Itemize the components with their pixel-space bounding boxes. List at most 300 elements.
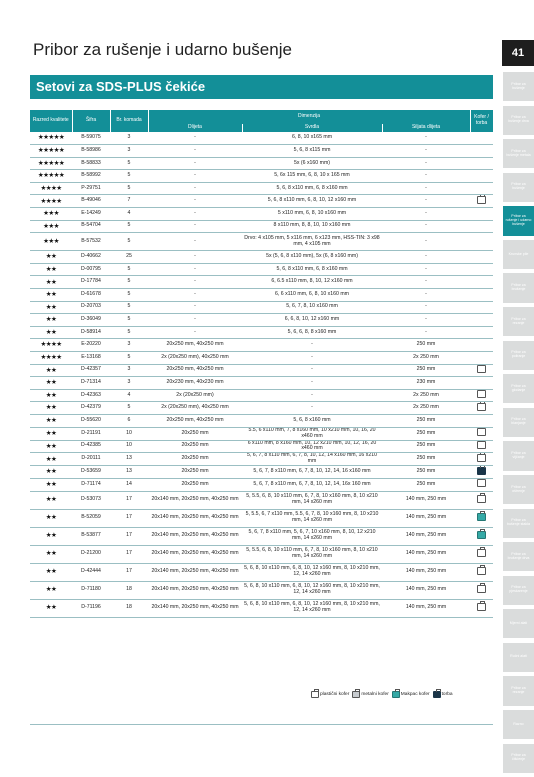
cell-case <box>470 377 493 390</box>
table-row <box>30 427 493 440</box>
legend-item <box>352 691 388 698</box>
plastic-case-icon <box>477 567 486 575</box>
plastic-case-icon <box>477 428 486 436</box>
cell-code: B-54704 <box>81 222 101 229</box>
cell-code: B-52059 <box>81 514 101 521</box>
cell-count: 17 <box>126 514 132 521</box>
cell-drills: 6, 6 x110 mm, 6, 8, 10 x160 mm <box>274 290 349 297</box>
cell-drills: 5, 5.5, 6, 8, 10 x110 mm, 6, 7, 8, 10 x160 mm, 8, 10 x210 mm, 14 x260 mm <box>246 547 378 560</box>
cell-count: 5 <box>127 404 131 411</box>
header-drills: Svrdla <box>242 124 382 132</box>
cell-pointed: 140 mm, 250 mm <box>405 550 447 557</box>
sidebar-tab[interactable]: Pribor za bušenje metala <box>503 139 534 168</box>
cell-count: 4 <box>127 391 131 398</box>
cell-code: D-61678 <box>81 290 101 297</box>
cell-case <box>470 314 493 327</box>
cell-pointed: 250 mm <box>416 416 436 423</box>
sidebar-tab[interactable]: Pribor za pjeskarenje <box>503 576 534 605</box>
cell-count: 14 <box>126 480 132 487</box>
table-row <box>30 527 493 545</box>
cell-chisels: - <box>194 303 196 310</box>
bottom-divider <box>30 724 493 725</box>
cell-drills: 6, 8, 10 x165 mm <box>291 134 333 141</box>
cell-pointed: - <box>425 134 427 141</box>
cell-chisels: 20x230 mm, 40x230 mm <box>166 379 224 385</box>
plastic-case-icon <box>311 691 319 698</box>
cell-code: B-57532 <box>81 237 101 244</box>
cell-chisels: - <box>194 134 196 141</box>
cell-drills: 6 x110 mm, 8 x160 mm, 10, 12 x210 mm, 10, 12, 16, 20 x460 mm <box>247 440 377 452</box>
cell-pointed: 140 mm, 250 mm <box>405 586 447 593</box>
cell-count: 5 <box>127 159 131 166</box>
cell-pointed: 250 mm <box>416 429 436 436</box>
cell-case <box>470 182 493 195</box>
sidebar-tab[interactable]: Pribor za čišćenje <box>503 744 534 773</box>
cell-stars: ★★★★ <box>40 341 62 349</box>
cell-count: 5 <box>127 328 131 335</box>
cell-code: D-71314 <box>81 379 101 385</box>
cell-chisels: 2x (20x250 mm), 40x250 mm <box>161 404 229 411</box>
cell-stars: ★★ <box>45 550 57 558</box>
cell-count: 17 <box>126 496 132 503</box>
cell-pointed: 140 mm, 250 mm <box>405 532 447 539</box>
table-row <box>30 491 493 509</box>
makpac-case-icon <box>477 531 486 539</box>
cell-code: D-20703 <box>81 303 101 310</box>
cell-drills: Drvo: 4 x105 mm, 5 x116 mm, 6 x123 mm, HSS-TIN: 3 x98 mm, 4 x105 mm <box>244 234 380 247</box>
cell-case <box>470 233 493 251</box>
cell-stars: ★★★★★ <box>37 147 65 155</box>
legend-label: metalni kofer <box>361 692 389 697</box>
plastic-case-icon <box>477 196 486 204</box>
table-row <box>30 326 493 339</box>
cell-code: D-71196 <box>81 604 101 611</box>
cell-chisels: 20x250 mm, 40x250 mm <box>166 341 224 348</box>
cell-drills: 5, 6, 7, 8, 10 x160 mm <box>286 303 338 310</box>
cell-code: B-53877 <box>81 532 101 539</box>
cell-count: 3 <box>127 134 131 141</box>
table-row <box>30 233 493 251</box>
cell-chisels: 20x250 mm <box>181 429 209 436</box>
cell-case <box>470 466 493 479</box>
section-banner: Setovi za SDS-PLUS čekiće <box>30 75 493 97</box>
cell-stars: ★★ <box>45 514 57 522</box>
cell-case <box>470 453 493 466</box>
cell-code: E-20220 <box>81 341 101 348</box>
cell-code: B-58992 <box>81 172 101 179</box>
cell-drills: 5, 6, 8 x160 mm <box>293 416 331 423</box>
cell-drills: - <box>311 404 313 411</box>
cell-code: P-29751 <box>81 184 101 191</box>
cell-case <box>470 263 493 276</box>
cell-stars: ★★★★★ <box>37 134 65 142</box>
table-row <box>30 509 493 527</box>
cell-chisels: - <box>194 172 196 179</box>
cell-count: 13 <box>126 468 132 475</box>
cell-stars: ★★★★★ <box>37 159 65 167</box>
cell-stars: ★★★ <box>43 222 59 230</box>
cell-drills: 5 x110 mm, 6, 8, 10 x160 mm <box>277 209 347 216</box>
cell-code: B-58986 <box>81 146 101 153</box>
cell-stars: ★★ <box>45 468 57 476</box>
cell-count: 5 <box>127 316 131 323</box>
cell-drills: 5, 5.5, 6, 8, 10 x110 mm, 6, 7, 8, 10 x160 mm, 8, 10 x210 mm, 14 x260 mm <box>246 493 378 506</box>
sidebar-tab[interactable]: Ručni alati <box>503 643 534 672</box>
cell-pointed: 250 mm <box>416 366 436 373</box>
table-row <box>30 339 493 352</box>
cell-stars: ★★★★ <box>40 184 62 192</box>
sidebar-tab[interactable]: Pribor za poliranje <box>503 341 534 370</box>
plastic-case-icon <box>477 479 486 487</box>
cell-chisels: 20x250 mm <box>181 468 209 475</box>
cell-pointed: - <box>425 197 427 204</box>
cell-chisels: 20x140 mm, 20x250 mm, 40x250 mm <box>151 496 239 503</box>
table-row <box>30 208 493 221</box>
cell-chisels: - <box>194 197 196 204</box>
cell-stars: ★★ <box>45 455 57 463</box>
cell-pointed: 140 mm, 250 mm <box>405 514 447 521</box>
cell-code: D-42444 <box>81 568 101 575</box>
cell-drills: 5, 5.5, 6, 7 x110 mm, 5.5, 6, 7, 8, 10 x160 mm, 8, 10 x210 mm, 14 x260 mm <box>245 511 379 524</box>
header-chisels: Dlijeta <box>148 124 242 132</box>
cell-pointed: - <box>425 278 427 285</box>
cell-case <box>470 491 493 509</box>
cell-chisels: 20x250 mm <box>181 442 209 449</box>
sidebar-tab[interactable]: Pribor za bušenje <box>503 173 534 202</box>
cell-stars: ★★ <box>45 328 57 336</box>
sidebar-tab[interactable]: Pribor za rušenje i udarno bušenje <box>503 206 534 235</box>
cell-count: 4 <box>127 209 131 216</box>
cell-drills: - <box>311 379 313 385</box>
table-row <box>30 466 493 479</box>
plastic-case-icon <box>477 441 486 449</box>
sidebar-tab[interactable]: Pribor za rezanje <box>503 307 534 336</box>
cell-case <box>470 157 493 170</box>
cell-stars: ★★★ <box>43 238 59 246</box>
banner-underline <box>30 97 493 99</box>
legend-label: Makpac kofer <box>400 692 430 697</box>
plastic-case-icon <box>477 403 486 411</box>
cell-case <box>470 220 493 233</box>
chapter-sidebar <box>503 72 534 777</box>
cell-stars: ★★★ <box>43 210 59 218</box>
cell-count: 3 <box>127 379 131 385</box>
cell-pointed: - <box>425 328 427 335</box>
cell-chisels: 2x (20x250 mm), 40x250 mm <box>161 353 229 360</box>
cell-count: 17 <box>126 568 132 575</box>
cell-case <box>470 389 493 402</box>
cell-stars: ★★ <box>45 291 57 299</box>
cell-stars: ★★ <box>45 253 57 261</box>
cell-pointed: 230 mm <box>416 379 436 385</box>
cell-count: 3 <box>127 146 131 153</box>
table-row <box>30 263 493 276</box>
cell-stars: ★★ <box>45 303 57 311</box>
cell-chisels: 20x140 mm, 20x250 mm, 40x250 mm <box>151 568 239 575</box>
cell-code: D-53659 <box>81 468 101 475</box>
cell-case <box>470 276 493 289</box>
cell-case <box>470 545 493 563</box>
bag-case-icon <box>477 467 486 475</box>
cell-drills: 5.5, 6 x110 mm, 7, 8 x160 mm, 10 x210 mm, 10, 16, 20 x460 mm <box>248 427 376 439</box>
table-row <box>30 545 493 563</box>
sidebar-tab[interactable]: Pribor za bušenje drva <box>503 106 534 135</box>
cell-case <box>470 563 493 581</box>
cell-chisels: 20x250 mm, 40x250 mm <box>166 366 224 373</box>
cell-stars: ★★ <box>45 586 57 594</box>
cell-code: D-58914 <box>81 328 101 335</box>
cell-case <box>470 414 493 427</box>
sidebar-tab[interactable]: Pribor za bušenje stakla <box>503 509 534 538</box>
page-title: Pribor za rušenje i udarno bušenje <box>33 40 292 59</box>
makpac-case-icon <box>392 691 400 698</box>
cell-stars: ★★ <box>45 265 57 273</box>
table-row <box>30 251 493 264</box>
cell-code: D-42357 <box>81 366 101 373</box>
cell-code: B-49046 <box>81 197 101 204</box>
sidebar-tab[interactable]: Mjerni alati <box>503 609 534 638</box>
table-row <box>30 301 493 314</box>
cell-pointed: - <box>425 316 427 323</box>
cell-case <box>470 402 493 415</box>
plastic-case-icon <box>477 390 486 398</box>
cell-case <box>470 478 493 491</box>
cell-case <box>470 364 493 377</box>
cell-case <box>470 509 493 527</box>
cell-count: 5 <box>127 290 131 297</box>
legend-label: plastični kofer <box>320 692 350 697</box>
cell-code: D-00795 <box>81 265 101 272</box>
table-row <box>30 170 493 183</box>
cell-code: D-42385 <box>81 442 101 449</box>
cell-pointed: - <box>425 303 427 310</box>
cell-code: D-53073 <box>81 496 101 503</box>
cell-stars: ★★ <box>45 366 57 374</box>
sidebar-tab[interactable]: Pribor za brušenje drva <box>503 542 534 571</box>
cell-stars: ★★ <box>45 496 57 504</box>
cell-count: 10 <box>126 429 132 436</box>
cell-stars: ★★ <box>45 429 57 437</box>
header-dimension: Dimenzija <box>148 110 470 124</box>
table-row <box>30 364 493 377</box>
cell-case <box>470 527 493 545</box>
cell-pointed: - <box>425 184 427 191</box>
cell-stars: ★★ <box>45 391 57 399</box>
cell-count: 5 <box>127 184 131 191</box>
table-row <box>30 195 493 208</box>
cell-pointed: 2x 250 mm <box>413 404 439 411</box>
cell-pointed: 250 mm <box>416 480 436 487</box>
cell-drills: - <box>311 366 313 373</box>
cell-code: D-42363 <box>81 391 101 398</box>
cell-chisels: 20x140 mm, 20x250 mm, 40x250 mm <box>151 514 239 521</box>
cell-chisels: - <box>194 253 196 260</box>
sidebar-tab[interactable]: Pribor za blanjanje <box>503 408 534 437</box>
plastic-case-icon <box>477 365 486 373</box>
sidebar-tab[interactable]: Pribor za bušenje <box>503 72 534 101</box>
cell-code: D-17784 <box>81 278 101 285</box>
cell-count: 7 <box>127 197 131 204</box>
cell-stars: ★★ <box>45 442 57 450</box>
product-table <box>30 110 494 618</box>
table-row <box>30 599 493 617</box>
cell-stars: ★★ <box>45 532 57 540</box>
sidebar-tab[interactable]: Pribor za brušenje <box>503 273 534 302</box>
cell-code: D-55620 <box>81 416 101 423</box>
cell-count: 25 <box>126 253 132 260</box>
cell-case <box>470 208 493 221</box>
cell-count: 3 <box>127 341 131 348</box>
cell-pointed: 140 mm, 250 mm <box>405 496 447 503</box>
cell-case <box>470 251 493 264</box>
page-number: 41 <box>502 40 534 66</box>
cell-drills: 5, 6, 8 x115 mm <box>293 146 331 153</box>
table-row <box>30 402 493 415</box>
cell-chisels: - <box>194 278 196 285</box>
table-row <box>30 440 493 453</box>
cell-chisels: - <box>194 328 196 335</box>
cell-pointed: - <box>425 209 427 216</box>
cell-code: D-71180 <box>81 586 101 593</box>
cell-drills: 5, 6, 7, 8 x110 mm, 6, 7, 8, 10, 12, 14, 16 x160 mm <box>253 468 371 475</box>
cell-count: 5 <box>127 222 131 229</box>
cell-pointed: - <box>425 172 427 179</box>
cell-code: B-59075 <box>81 134 101 141</box>
sidebar-tab[interactable]: Razno <box>503 710 534 739</box>
sidebar-tab[interactable]: Krunske pile <box>503 240 534 269</box>
cell-case <box>470 352 493 365</box>
cell-case <box>470 326 493 339</box>
legend-item <box>311 691 349 698</box>
cell-stars: ★★ <box>45 481 57 489</box>
cell-pointed: - <box>425 290 427 297</box>
cell-pointed: - <box>425 159 427 166</box>
cell-code: D-71174 <box>81 480 101 487</box>
header-count: Br. komada <box>110 110 148 132</box>
makpac-case-icon <box>477 513 486 521</box>
cell-drills: 5, 6, 8 x110 mm, 6, 8, 10, 12 x160 mm <box>267 197 357 204</box>
cell-pointed: 250 mm <box>416 442 436 449</box>
cell-drills: 5x (6 x160 mm) <box>293 159 331 166</box>
cell-drills: 5, 6, 8 x110 mm, 6, 8 x160 mm <box>276 184 348 191</box>
cell-drills: - <box>311 341 313 348</box>
cell-drills: 5, 6, 6, 8, 8 x160 mm <box>287 328 337 335</box>
cell-code: D-40662 <box>81 253 101 260</box>
cell-code: D-42379 <box>81 404 101 411</box>
cell-count: 10 <box>126 442 132 449</box>
cell-count: 5 <box>127 303 131 310</box>
sidebar-tab[interactable]: Pribor za oštrenje <box>503 475 534 504</box>
cell-count: 18 <box>126 604 132 611</box>
cell-code: D-36049 <box>81 316 101 323</box>
table-row <box>30 314 493 327</box>
cell-stars: ★★★★ <box>40 197 62 205</box>
cell-count: 5 <box>127 237 131 244</box>
sidebar-tab[interactable]: Pribor za rezanje <box>503 676 534 705</box>
cell-stars: ★★ <box>45 604 57 612</box>
table-row <box>30 352 493 365</box>
cell-drills: 5, 6, 8 x110 mm, 6, 8 x160 mm <box>276 265 348 272</box>
cell-chisels: 2x (20x250 mm) <box>176 391 214 398</box>
table-row <box>30 157 493 170</box>
table-row <box>30 389 493 402</box>
cell-code: B-58833 <box>81 159 101 166</box>
cell-drills: 6, 6.5 x110 mm, 8, 10, 12 x160 mm <box>271 278 353 285</box>
cell-chisels: - <box>194 316 196 323</box>
table-row <box>30 563 493 581</box>
plastic-case-icon <box>477 585 486 593</box>
cell-case <box>470 440 493 453</box>
cell-drills: - <box>311 391 313 398</box>
cell-chisels: 20x250 mm <box>181 455 209 462</box>
cell-drills: 5, 6, 8, 10 x110 mm, 6, 8, 10, 12 x160 mm, 8, 10 x210 mm, 12, 14 x260 mm <box>244 583 380 596</box>
cell-pointed: 140 mm, 250 mm <box>405 604 447 611</box>
cell-drills: 5, 6, 7, 8 x110 mm, 6, 7, 8, 10, 12, 14 x160 mm, 16 x210 mm <box>247 452 377 465</box>
sidebar-tab[interactable]: Pribor za vijčanje <box>503 441 534 470</box>
legend-label: torba <box>441 692 453 697</box>
cell-code: D-21191 <box>81 429 101 436</box>
cell-pointed: 250 mm <box>416 455 436 462</box>
cell-count: 5 <box>127 278 131 285</box>
table-row <box>30 220 493 233</box>
cell-code: E-13168 <box>81 353 101 360</box>
cell-chisels: - <box>194 184 196 191</box>
legend-item <box>433 691 453 698</box>
cell-chisels: 20x250 mm, 40x250 mm <box>166 416 224 423</box>
cell-stars: ★★ <box>45 568 57 576</box>
cell-chisels: - <box>194 290 196 297</box>
cell-drills: 5, 6, 8, 10 x110 mm, 6, 8, 10, 12 x160 mm, 8, 10 x210 mm, 12, 14 x260 mm <box>244 601 380 614</box>
cell-stars: ★★★★ <box>40 354 62 362</box>
cell-code: E-14249 <box>81 209 101 216</box>
cell-chisels: - <box>194 146 196 153</box>
cell-chisels: - <box>194 237 196 244</box>
cell-drills: 8 x110 mm, 8, 8, 10, 10 x160 mm <box>273 222 351 229</box>
cell-pointed: 250 mm <box>416 341 436 348</box>
cell-case <box>470 301 493 314</box>
cell-count: 5 <box>127 172 131 179</box>
cell-stars: ★★★★★ <box>37 172 65 180</box>
table-row <box>30 132 493 145</box>
table-row <box>30 182 493 195</box>
cell-pointed: - <box>425 253 427 260</box>
header-pointed: Šiljata dlijeta <box>382 124 470 132</box>
cell-case <box>470 170 493 183</box>
table-row <box>30 145 493 158</box>
cell-pointed: - <box>425 237 427 244</box>
cell-chisels: 20x140 mm, 20x250 mm, 40x250 mm <box>151 532 239 539</box>
cell-pointed: - <box>425 222 427 229</box>
cell-code: D-21200 <box>81 550 101 557</box>
cell-pointed: - <box>425 146 427 153</box>
cell-case <box>470 427 493 440</box>
cell-chisels: 20x250 mm <box>181 480 209 487</box>
cell-case <box>470 132 493 145</box>
table-body <box>30 132 493 617</box>
cell-case <box>470 145 493 158</box>
header-quality: Razred kvalitete <box>30 110 72 132</box>
sidebar-tab[interactable]: Pribor za glodanje <box>503 374 534 403</box>
cell-count: 17 <box>126 532 132 539</box>
cell-count: 13 <box>126 455 132 462</box>
table-row <box>30 377 493 390</box>
plastic-case-icon <box>477 495 486 503</box>
cell-pointed: 2x 250 mm <box>413 353 439 360</box>
cell-stars: ★★ <box>45 278 57 286</box>
plastic-case-icon <box>477 454 486 462</box>
cell-count: 17 <box>126 550 132 557</box>
cell-count: 18 <box>126 586 132 593</box>
